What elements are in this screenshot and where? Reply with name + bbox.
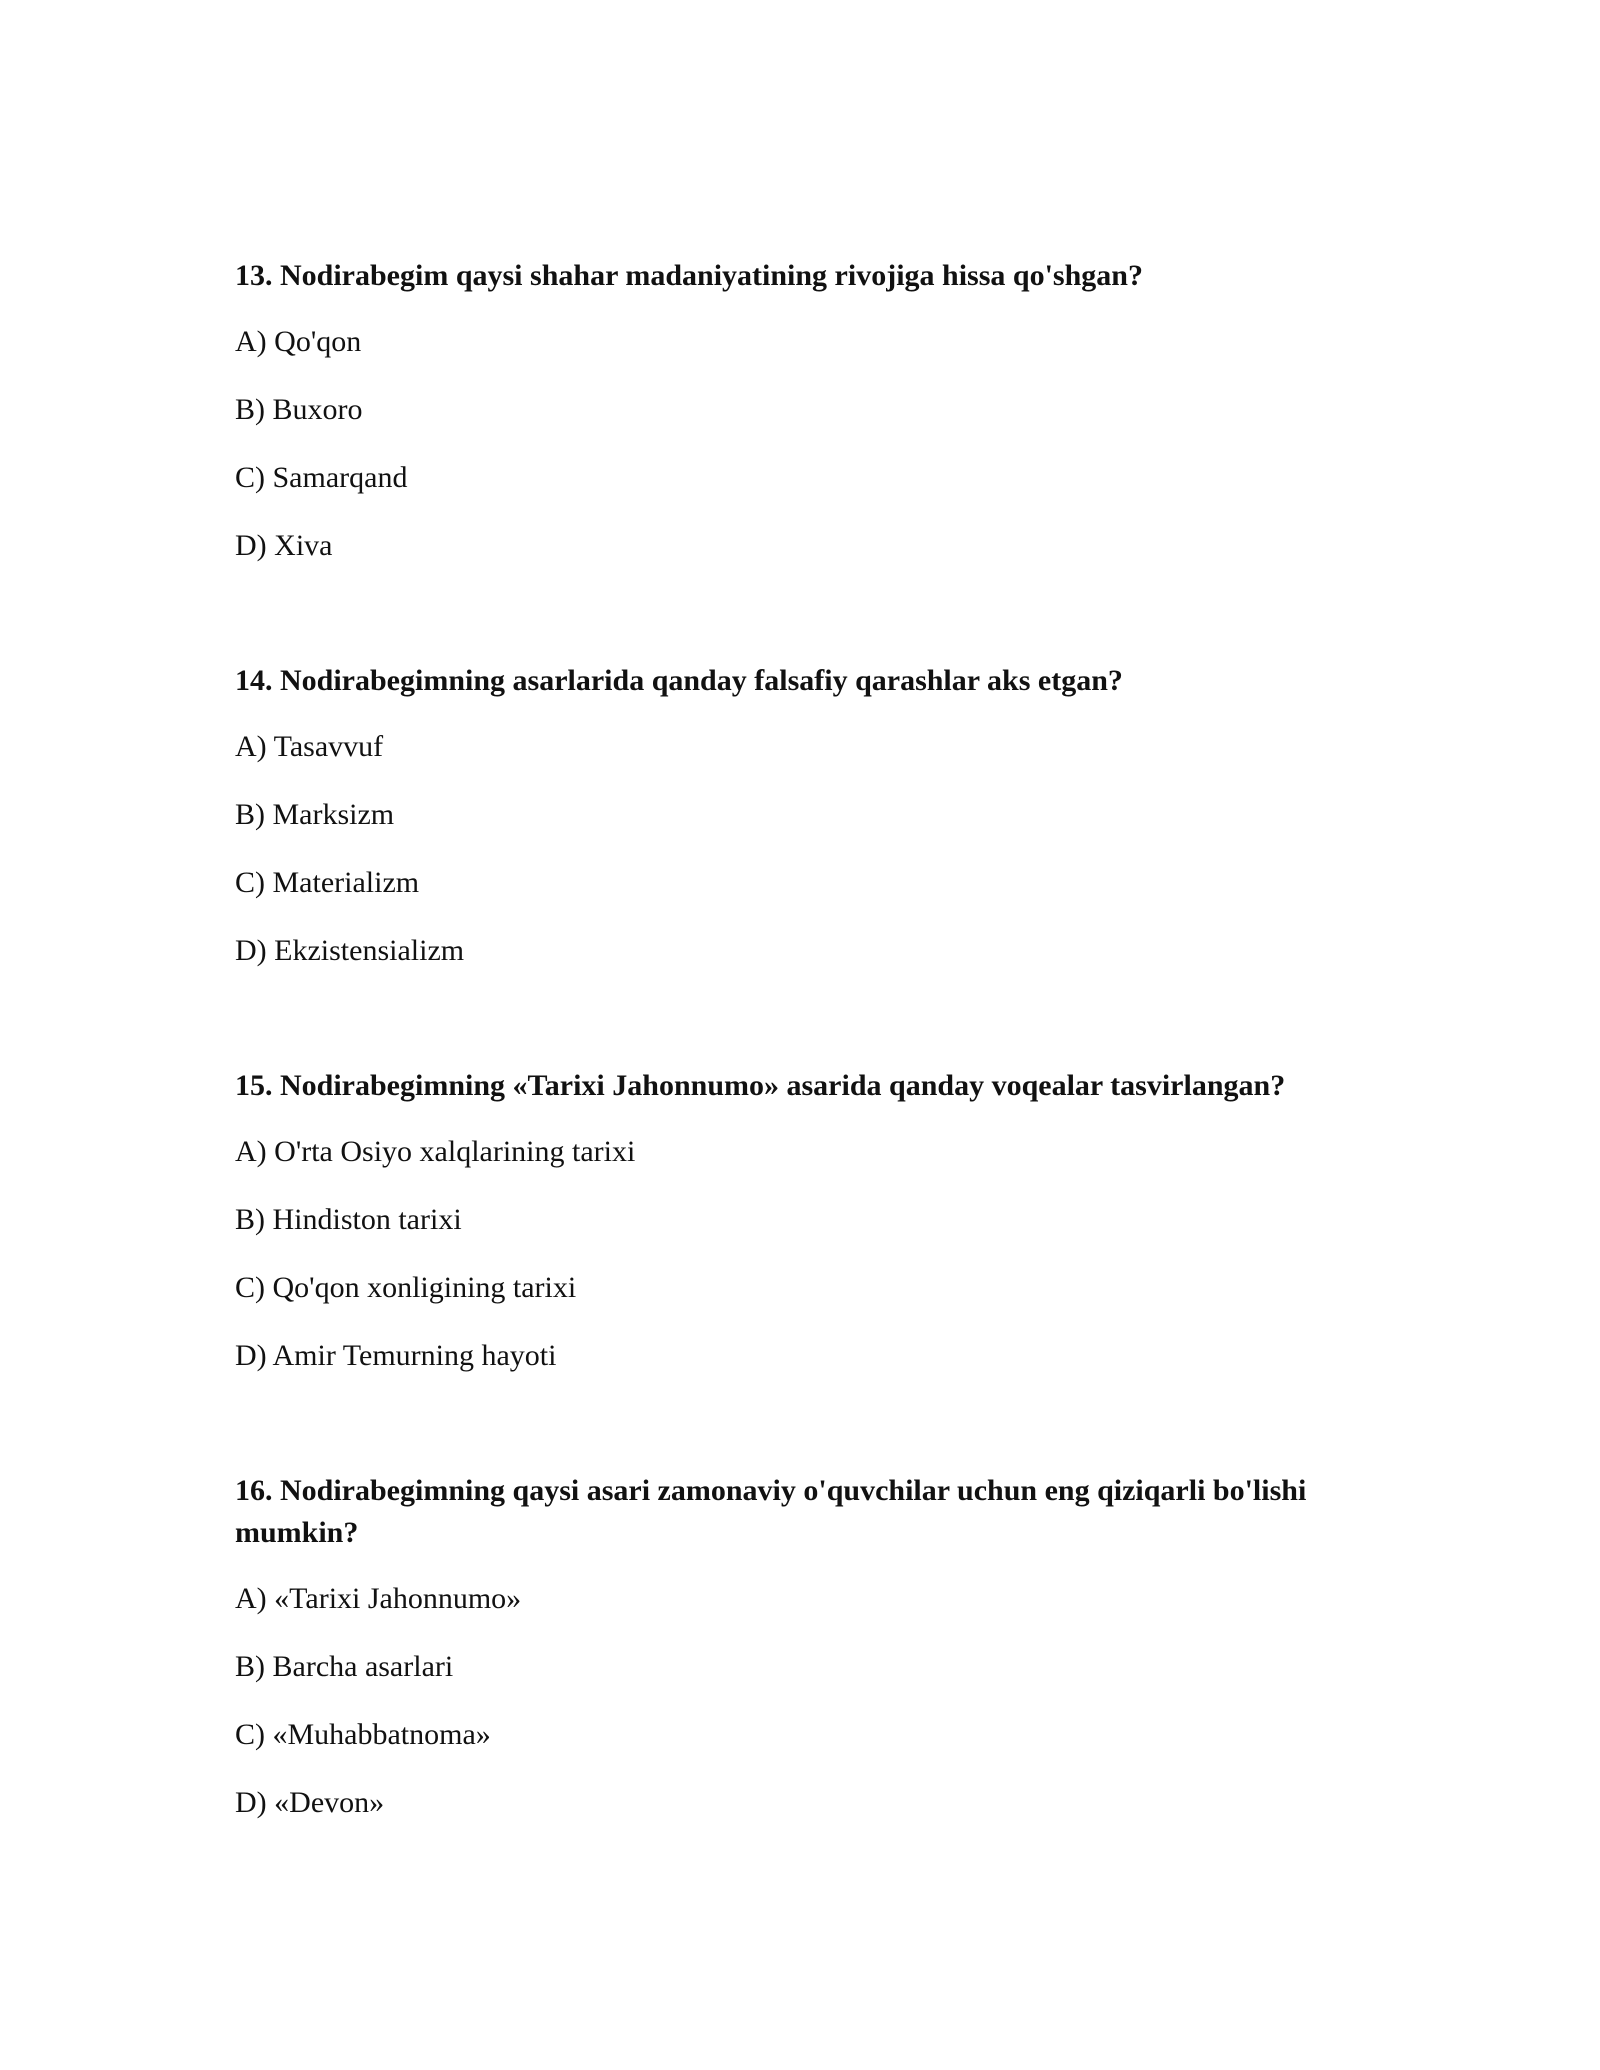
option-c: C) Materializm [235,866,420,899]
question-13 [235,255,1385,593]
option-c: C) «Muhabbatnoma» [235,1718,491,1751]
question-14 [235,660,1385,998]
option-a: A) Tasavvuf [235,730,384,763]
question-15 [235,1065,1385,1403]
option-a: A) Qo'qon [235,325,362,358]
question-16 [235,1470,1385,1850]
option-d: D) Amir Temurning hayoti [235,1339,557,1372]
option-c: C) Samarqand [235,461,408,494]
option-d: D) Xiva [235,529,333,562]
option-b: B) Buxoro [235,393,363,426]
question-title: 13. Nodirabegim qaysi shahar madaniyatining rivojiga hissa qo'shgan? [235,259,1143,292]
question-title: 15. Nodirabegimning «Tarixi Jahonnumo» asarida qanday voqealar tasvirlangan? [235,1069,1286,1102]
question-title: 16. Nodirabegimning qaysi asari zamonaviy o'quvchilar uchun eng qiziqarli bo'lishi mumkin? [235,1474,1307,1549]
option-a: A) O'rta Osiyo xalqlarining tarixi [235,1135,636,1168]
option-c: C) Qo'qon xonligining tarixi [235,1271,577,1304]
option-b: B) Marksizm [235,798,395,831]
option-d: D) Ekzistensializm [235,934,465,967]
option-a: A) «Tarixi Jahonnumo» [235,1582,522,1615]
option-d: D) «Devon» [235,1786,385,1819]
option-b: B) Barcha asarlari [235,1650,454,1683]
option-b: B) Hindiston tarixi [235,1203,462,1236]
question-title: 14. Nodirabegimning asarlarida qanday falsafiy qarashlar aks etgan? [235,664,1123,697]
